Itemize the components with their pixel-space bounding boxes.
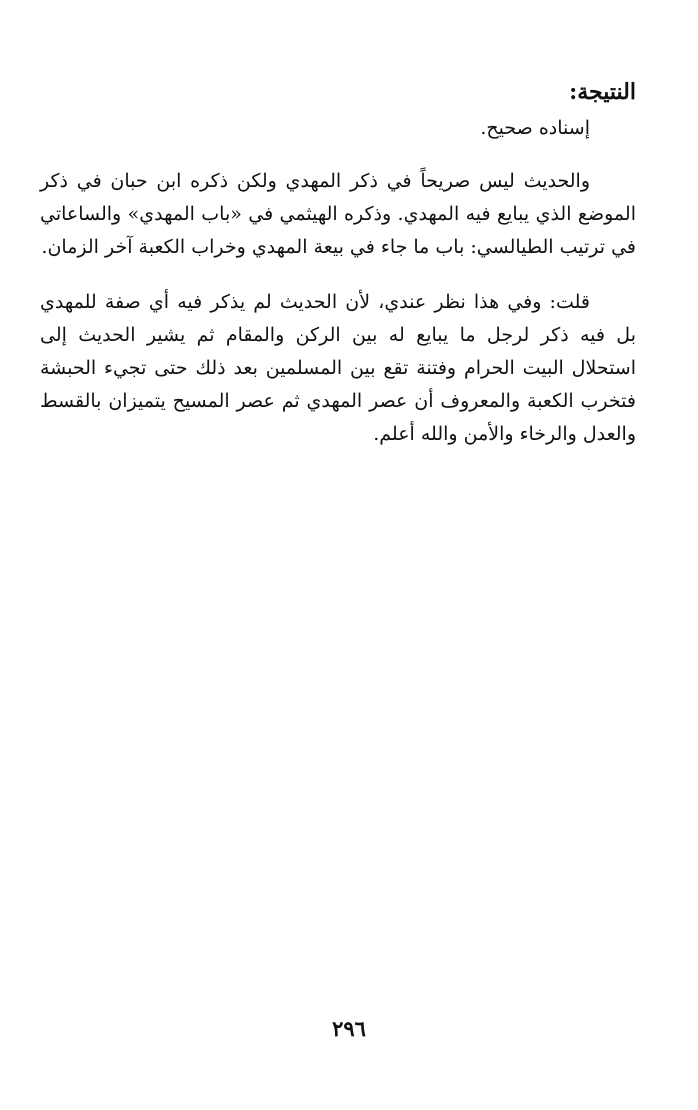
- hadith-commentary-paragraph: والحديث ليس صريحاً في ذكر المهدي ولكن ذكره ابن حبان في ذكر الموضع الذي يبايع فيه المهدي. وذكره الهيثمي في «باب المهدي» والساعاتي في ترتيب الطيالسي: باب ما جاء في بيعة المهدي وخراب الكعبة آخر الزمان.: [40, 170, 636, 258]
- section-heading: النتيجة:: [569, 79, 636, 105]
- page-body: [40, 72, 636, 451]
- isnad-verdict: إسناده صحيح.: [480, 117, 590, 139]
- page-number: ٢٩٦: [332, 1016, 366, 1041]
- author-remark-paragraph: قلت: وفي هذا نظر عندي، لأن الحديث لم يذكر فيه أي صفة للمهدي بل فيه ذكر لرجل ما يبايع له بين الركن والمقام ثم يشير الحديث إلى استحلال البيت الحرام وفتنة تقع بين المسلمين بعد ذلك حتى تجيء الحبشة فتخرب الكعبة والمعروف أن عصر المهدي ثم عصر المسيح يتميزان بالقسط والعدل والرخاء والأمن والله أعلم.: [40, 291, 636, 445]
